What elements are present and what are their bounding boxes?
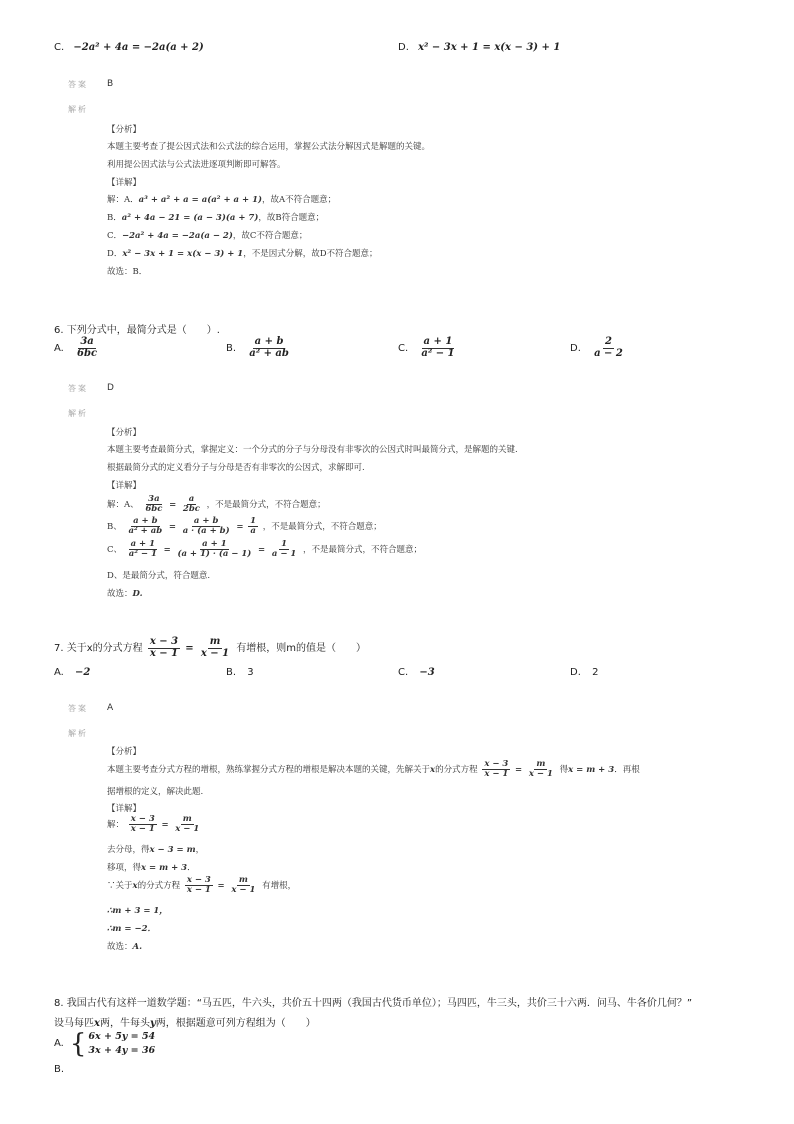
analysis-text: 本题主要考查了提公因式法和公式法的综合运用，掌握公式法分解因式是解题的关键。	[107, 142, 431, 152]
numerator: a + 1	[202, 539, 227, 549]
fraction	[173, 815, 201, 834]
analysis-text	[107, 760, 640, 779]
option-value: 2	[592, 667, 599, 678]
analysis-heading: 【分析】	[107, 747, 142, 757]
text-segment: ．再根	[614, 764, 640, 775]
denominator: x − 1	[200, 647, 230, 659]
numerator: m	[182, 814, 192, 824]
step-prefix: 解：	[107, 819, 125, 830]
step-expression: a² + 4a − 21 = (a − 3)(a + 7)	[121, 213, 259, 223]
denominator: a · (a + b)	[182, 525, 230, 536]
analysis-text: 利用提公因式法与公式法进逐项判断即可解答。	[107, 160, 286, 170]
numerator: m	[238, 875, 248, 885]
equals-sign: =	[185, 643, 194, 654]
answer-value: B	[107, 79, 114, 89]
option-label: B.	[226, 343, 237, 354]
equals-sign: =	[258, 544, 266, 555]
q6-option-a	[54, 337, 101, 359]
stem-prefix: 7. 关于x的分式方程	[54, 643, 143, 654]
step-prefix: B、	[107, 521, 122, 532]
numerator: x − 3	[484, 759, 509, 769]
fraction	[181, 517, 232, 536]
solution-line	[107, 247, 378, 259]
detail-heading: 【详解】	[107, 804, 142, 814]
numerator: a + b	[193, 516, 219, 526]
fraction	[248, 517, 258, 536]
option-label: A.	[54, 343, 64, 354]
fraction	[143, 495, 164, 514]
solution-line	[107, 193, 336, 205]
option-fraction	[247, 337, 291, 359]
q7-option-b	[226, 667, 254, 678]
option-fraction	[75, 337, 99, 359]
solution-line	[107, 517, 382, 536]
step-suffix: 有增根，	[262, 880, 297, 891]
option-fraction	[419, 337, 456, 359]
numerator: x − 3	[149, 636, 179, 647]
step-prefix: D．	[107, 249, 123, 259]
equals-sign: =	[169, 499, 177, 510]
denominator: (a + 1) · (a − 1)	[177, 548, 252, 559]
step-prefix: C．	[107, 231, 123, 241]
answer-tag: 答案	[68, 384, 88, 393]
numerator: 1	[281, 539, 288, 549]
equation: 3x + 4y = 36	[88, 1044, 156, 1056]
answer-tag: 答案	[68, 80, 88, 89]
solution-line	[107, 876, 296, 895]
numerator: 1	[250, 516, 257, 526]
fraction	[127, 540, 159, 559]
question-stem	[54, 637, 366, 659]
denominator: x − 1	[231, 884, 256, 895]
equals-sign: =	[515, 764, 523, 775]
numerator: a + b	[254, 336, 284, 347]
text-segment: 的分式方程	[435, 764, 478, 775]
denominator: a² + ab	[249, 347, 289, 359]
option-label: C.	[398, 343, 409, 354]
numerator: m	[209, 636, 221, 647]
analysis-tag: 解析	[68, 105, 88, 114]
denominator: a² − 1	[128, 548, 157, 559]
step-suffix: ．	[187, 863, 196, 873]
denominator: 6bc	[77, 347, 98, 359]
numerator: x − 3	[186, 875, 211, 885]
step-suffix: ，不是最简分式，不符合题意；	[262, 521, 382, 532]
solution-line	[107, 211, 324, 223]
solution-line	[107, 495, 326, 514]
fraction	[199, 637, 231, 659]
analysis-text: 据增根的定义，解决此题.	[107, 787, 204, 797]
solution-line: D、是最简分式，符合题意.	[107, 571, 211, 581]
expression: x = m + 3	[568, 764, 615, 775]
q6-option-d	[570, 337, 627, 359]
solution-line	[107, 815, 203, 834]
option-expression: −2a² + 4a = −2a(a + 2)	[73, 42, 204, 53]
solution-line	[107, 843, 204, 855]
step-prefix: ∵关于	[107, 880, 133, 891]
question-stem: 6. 下列分式中，最简分式是（ ）.	[54, 325, 220, 336]
q8-option-b: B.	[54, 1064, 65, 1075]
numerator: 3a	[80, 336, 94, 347]
denominator: a − 2	[594, 347, 623, 359]
text-segment: 两，根据题意可列方程组为（ ）	[155, 1018, 316, 1029]
q5-option-d	[398, 42, 560, 53]
analysis-tag: 解析	[68, 409, 88, 418]
q7-option-c	[398, 667, 435, 678]
step-suffix: ，故B符合题意；	[258, 213, 325, 223]
equation-system	[70, 1030, 155, 1058]
denominator: a	[250, 525, 256, 536]
conclusion-answer: A.	[132, 942, 143, 952]
question-stem-line2	[54, 1014, 316, 1029]
step-prefix: 解：A．	[107, 195, 139, 205]
step-suffix: ，不是最简分式，不符合题意；	[206, 499, 326, 510]
numerator: m	[536, 759, 546, 769]
brace-symbol: {	[69, 1028, 87, 1059]
variable: y	[149, 1018, 156, 1029]
step-suffix: ，不是最简分式，不符合题意；	[303, 544, 423, 555]
conclusion	[107, 940, 142, 952]
option-label: A.	[54, 667, 64, 678]
analysis-tag: 解析	[68, 729, 88, 738]
denominator: x − 1	[130, 823, 155, 834]
conclusion-answer: D.	[132, 589, 143, 599]
step-suffix: ，故C不符合题意；	[232, 231, 308, 241]
numerator: 3a	[148, 494, 160, 504]
numerator: a + b	[133, 516, 158, 526]
denominator: x − 1	[186, 884, 211, 895]
fraction	[229, 876, 257, 895]
stem-suffix: 有增根，则m的值是（ ）	[236, 643, 367, 654]
analysis-text: 本题主要考查最简分式，掌握定义：一个分式的分子与分母没有非零次的公因式时叫最简分式，是解题的关键.	[107, 445, 518, 455]
option-value: −3	[419, 667, 435, 678]
solution-line	[107, 540, 422, 559]
variable: x	[94, 1018, 100, 1029]
numerator: a	[188, 494, 195, 504]
denominator: a² + ab	[128, 525, 163, 536]
option-label: B.	[226, 667, 237, 678]
step-prefix: 去分母，得	[107, 845, 150, 855]
fraction	[129, 815, 157, 834]
step-expression: a³ + a² + a = a(a² + a + 1)	[138, 195, 263, 205]
option-label: C.	[54, 42, 65, 53]
analysis-heading: 【分析】	[107, 125, 142, 135]
q6-option-c	[398, 337, 459, 359]
equation-lines	[88, 1030, 155, 1058]
equals-sign: =	[168, 521, 177, 532]
equation: 6x + 5y = 54	[88, 1031, 156, 1042]
denominator: x − 1	[484, 768, 509, 779]
text-segment: 的分式方程	[137, 880, 181, 891]
denominator: x − 1	[149, 647, 179, 659]
denominator: x − 1	[528, 768, 553, 779]
analysis-heading: 【分析】	[107, 428, 142, 438]
fraction	[181, 495, 202, 514]
q5-option-c	[54, 42, 204, 53]
conclusion: 故选：B．	[107, 267, 148, 277]
numerator: x − 3	[130, 814, 155, 824]
step-suffix: ，故A不符合题意；	[262, 195, 337, 205]
step-suffix: ，不是因式分解，故D不符合题意；	[243, 249, 378, 259]
variable: x	[430, 764, 436, 775]
analysis-text: 根据最简分式的定义看分子与分母是否有非零次的公因式，求解即可.	[107, 463, 365, 473]
option-expression: x² − 3x + 1 = x(x − 3) + 1	[418, 42, 561, 53]
option-label: D.	[398, 42, 409, 53]
step-prefix: 解：A、	[107, 499, 139, 510]
equals-sign: =	[163, 544, 171, 555]
detail-heading: 【详解】	[107, 178, 142, 188]
q8-option-a	[54, 1030, 155, 1058]
denominator: a² − 1	[421, 347, 455, 359]
fraction	[527, 760, 555, 779]
numerator: a + 1	[130, 539, 156, 549]
solution-line	[107, 861, 196, 873]
q7-option-a	[54, 667, 90, 678]
option-value: 3	[247, 667, 254, 678]
step-prefix: 移项，得	[107, 863, 142, 873]
conclusion-prefix: 故选：	[107, 589, 133, 599]
fraction	[482, 760, 510, 779]
answer-value: D	[107, 383, 114, 393]
fraction	[270, 540, 298, 559]
step-prefix: B．	[107, 213, 122, 223]
denominator: x − 1	[175, 823, 200, 834]
equals-sign: =	[161, 819, 169, 830]
denominator: a − 1	[271, 548, 297, 559]
equals-sign: =	[236, 521, 244, 532]
step-expression: x² − 3x + 1 = x(x − 3) + 1	[122, 249, 244, 259]
text-segment: 得	[559, 764, 569, 775]
option-fraction	[592, 337, 625, 359]
step-suffix: ，	[195, 845, 205, 855]
fraction	[175, 540, 253, 559]
answer-tag: 答案	[68, 704, 88, 713]
option-label: C.	[398, 667, 409, 678]
equals-sign: =	[217, 880, 225, 891]
fraction	[126, 517, 164, 536]
numerator: 2	[604, 336, 612, 347]
q7-option-d	[570, 667, 598, 678]
step-expression: −2a² + 4a = −2a(a − 2)	[122, 231, 233, 241]
q6-option-b	[226, 337, 293, 359]
solution-line	[107, 229, 307, 241]
solution-line: ∴m = −2．	[107, 924, 156, 934]
step-expression: x = m + 3	[141, 863, 188, 873]
step-prefix: C、	[107, 544, 123, 555]
denominator: 2bc	[182, 503, 200, 514]
question-stem: 8. 我国古代有这样一道数学题：“马五匹，牛六头，共价五十四两（我国古代货币单位）；马四匹，牛三头，共价三十六两．问马、牛各价几何？”	[54, 998, 693, 1009]
fraction	[148, 637, 180, 659]
option-label: A.	[54, 1038, 64, 1050]
solution-line: ∴m + 3 = 1，	[107, 906, 168, 916]
conclusion-prefix: 故选：	[107, 942, 133, 952]
answer-value: A	[107, 703, 114, 713]
text-segment: 本题主要考查分式方程的增根，熟练掌握分式方程的增根是解决本题的关键，先解关于	[107, 764, 431, 775]
option-value: −2	[75, 667, 91, 678]
option-label: D.	[570, 343, 581, 354]
detail-heading: 【详解】	[107, 481, 142, 491]
fraction	[185, 876, 213, 895]
text-segment: 设马每匹	[54, 1018, 94, 1029]
denominator: 6bc	[145, 503, 163, 514]
variable: x	[132, 880, 138, 891]
conclusion	[107, 587, 143, 599]
step-expression: x − 3 = m	[149, 845, 196, 855]
numerator: a + 1	[423, 336, 453, 347]
option-label: D.	[570, 667, 581, 678]
text-segment: 两，牛每头	[99, 1018, 150, 1029]
